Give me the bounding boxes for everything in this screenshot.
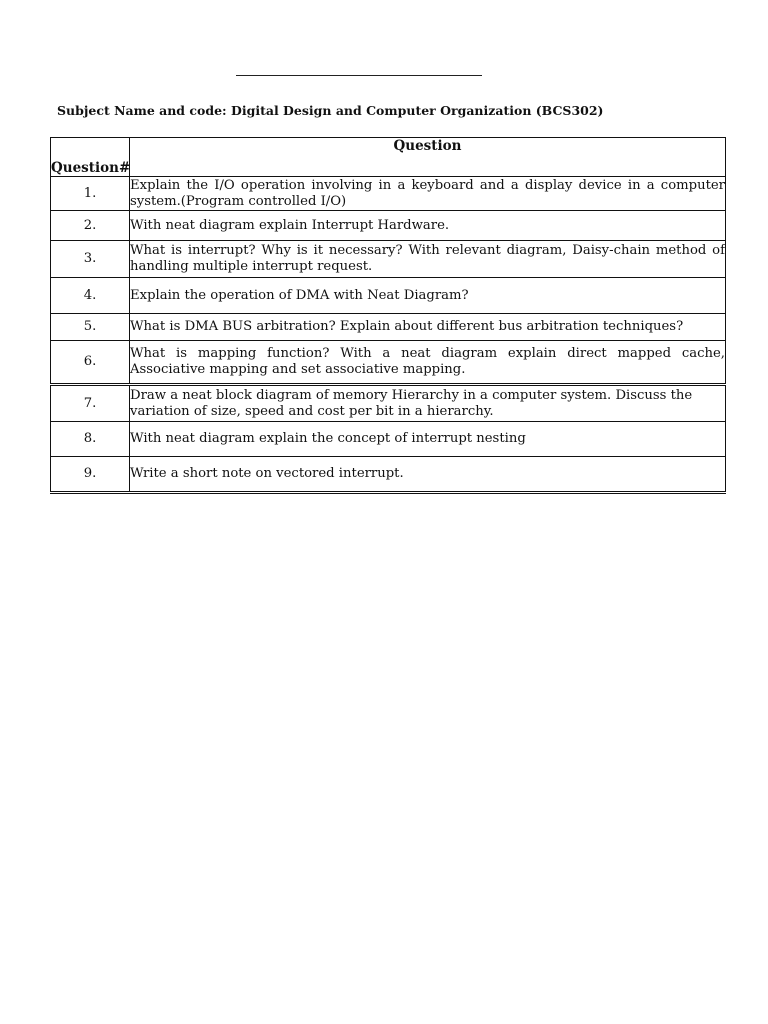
question-text: Explain the operation of DMA with Neat Diagram? [130,278,726,314]
question-number: 3. [51,241,130,278]
table-row [51,177,726,211]
table-row [51,422,726,457]
question-number: 6. [51,341,130,385]
question-text: With neat diagram explain Interrupt Hardware. [130,211,726,241]
question-table [50,137,726,494]
table-row [51,211,726,241]
header-question: Question [130,138,726,177]
question-number: 1. [51,177,130,211]
header-question-number: Question# [51,138,130,177]
question-text: What is mapping function? With a neat diagram explain direct mapped cache, Associative mapping and set associative mapping. [130,341,726,385]
question-number: 2. [51,211,130,241]
table-row [51,314,726,341]
table-row [51,385,726,422]
table-row [51,241,726,278]
question-number: 5. [51,314,130,341]
question-number: 7. [51,385,130,422]
question-number: 4. [51,278,130,314]
question-text: What is interrupt? Why is it necessary? With relevant diagram, Daisy-chain method of handling multiple interrupt request. [130,241,726,278]
question-text: Explain the I/O operation involving in a keyboard and a display device in a computer system.(Program controlled I/O) [130,177,725,209]
question-text: Draw a neat block diagram of memory Hierarchy in a computer system. Discuss the variation of size, speed and cost per bit in a hierarchy. [130,385,726,422]
question-number: 8. [51,422,130,457]
table-row [51,278,726,314]
table-row [51,341,726,385]
table-row [51,457,726,493]
question-text: Write a short note on vectored interrupt. [130,457,726,493]
question-text: With neat diagram explain the concept of interrupt nesting [130,422,726,457]
table-header-row [51,138,726,177]
top-rule-line [236,75,482,76]
subject-heading: Subject Name and code: Digital Design and Computer Organization (BCS302) [57,103,604,118]
question-number: 9. [51,457,130,493]
question-text: What is DMA BUS arbitration? Explain about different bus arbitration techniques? [130,314,726,341]
